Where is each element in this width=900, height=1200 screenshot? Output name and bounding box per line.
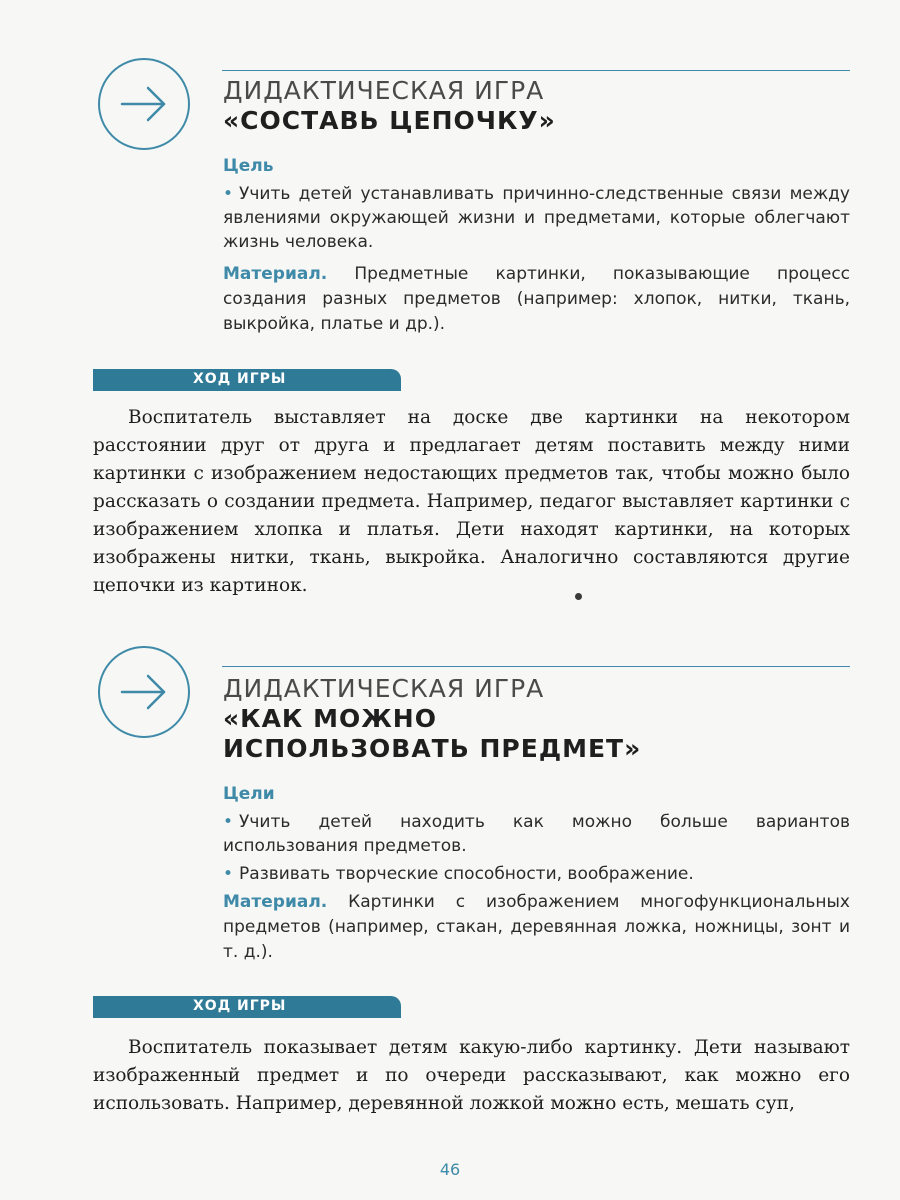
game-kind: ДИДАКТИЧЕСКАЯ ИГРА — [223, 674, 545, 703]
header-divider — [222, 70, 850, 71]
game-title-line: «СОСТАВЬ ЦЕПОЧКУ» — [223, 106, 556, 135]
game-heading — [223, 76, 556, 136]
section-bar — [93, 996, 401, 1018]
material-text: Картинки с изображением многофункциональных предметов (например, стакан, деревянная ложка, ножницы, зонт и т. д.). — [223, 892, 850, 962]
decorative-dot — [575, 593, 582, 600]
bullet-icon: • — [223, 812, 234, 832]
goal-label: Цели — [223, 784, 275, 804]
goal-item — [223, 862, 850, 886]
bullet-icon: • — [223, 864, 234, 884]
arrow-right-icon — [98, 646, 190, 738]
game-kind: ДИДАКТИЧЕСКАЯ ИГРА — [223, 76, 545, 105]
section-label: ХОД ИГРЫ — [193, 998, 287, 1014]
header-divider — [222, 666, 850, 667]
game-title-line: «КАК МОЖНО — [223, 704, 437, 733]
goal-text: Учить детей находить как можно больше вариантов использования предметов. — [223, 812, 850, 856]
material-text: Предметные картинки, показывающие процесс создания разных предметов (например: хлопок, нитки, ткань, выкройка, платье и др.). — [223, 264, 851, 334]
game-title-line: ИСПОЛЬЗОВАТЬ ПРЕДМЕТ» — [223, 734, 642, 763]
section-bar — [93, 369, 401, 391]
goal-label: Цель — [223, 156, 274, 176]
game-body-text: Воспитатель выставляет на доске две картинки на некотором расстоянии друг от друга и предлагает детям поставить между ними картинки с изображением недостающих предметов так, чтобы можно было рассказать о создании предмета. Например, педагог выставляет картинки с изображением хлопка и платья. Дети находят картинки, на которых изображены нитки, ткань, выкройка. Аналогично составляются другие цепочки из картинок. — [93, 407, 850, 596]
game-heading — [223, 674, 641, 764]
goal-item — [223, 182, 850, 254]
arrow-right-icon — [98, 58, 190, 150]
material-label: Материал. — [223, 892, 328, 912]
page-number: 46 — [439, 1160, 461, 1179]
goal-item — [223, 810, 850, 858]
goal-text: Развивать творческие способности, воображение. — [239, 864, 694, 884]
goal-text: Учить детей устанавливать причинно-следственные связи между явлениями окружающей жизни и предметами, которые облегчают жизнь человека. — [223, 184, 850, 252]
material-paragraph — [223, 262, 850, 337]
game-body-text: Воспитатель показывает детям какую-либо картинку. Дети называют изображенный предмет и по очереди рассказывают, как можно его использовать. Например, деревянной ложкой можно есть, мешать суп, — [93, 1037, 850, 1114]
material-label: Материал. — [223, 264, 328, 284]
bullet-icon: • — [223, 184, 234, 204]
material-paragraph — [223, 890, 850, 965]
section-label: ХОД ИГРЫ — [193, 371, 287, 387]
